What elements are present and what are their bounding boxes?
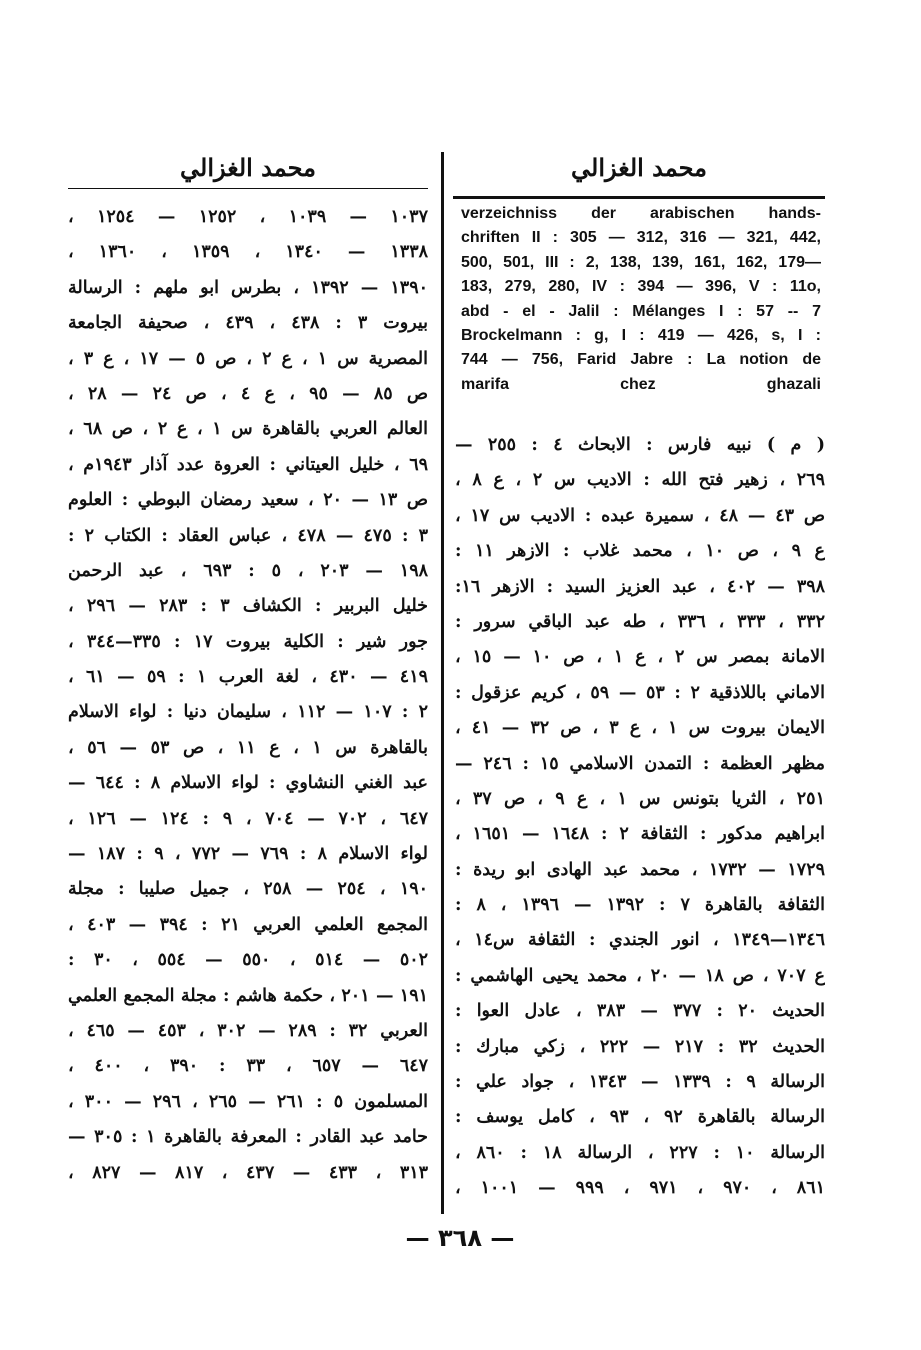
text-line: ١٩٨ — ٢٠٣ ، ٥ : ٦٩٣ ، عبد الرحمن <box>68 560 428 581</box>
text-line: ( م ) نبيه فارس : الابحاث ٤ : ٢٥٥ — <box>455 435 825 455</box>
latin-line: 500, 501, III : 2, 138, 139, 161, 162, 179— <box>461 253 821 271</box>
latin-line: verzeichniss der arabischen hands- <box>461 205 821 222</box>
text-line: ٢٥١ ، الثريا بتونس س ١ ، ع ٩ ، ص ٣٧ ، <box>455 788 825 809</box>
text-line: ١٩٠ ، ٢٥٤ — ٢٥٨ ، جميل صليبا : مجلة <box>68 879 428 900</box>
left-column-header: محمد الغزالي <box>180 153 316 182</box>
right-column-text <box>455 428 825 1207</box>
text-line: ع ٧٠٧ ، ص ١٨ — ٢٠ ، محمد يحيى الهاشمي : <box>455 965 825 986</box>
text-line: ع ٩ ، ص ١٠ ، محمد غلاب : الازهر ١١ : <box>455 541 825 562</box>
text-line: ص ١٣ — ٢٠ ، سعيد رمضان البوطي : العلوم <box>68 490 428 511</box>
text-line: الامانة بمصر س ٢ ، ع ١ ، ص ١٠ — ١٥ ، <box>455 647 825 668</box>
text-line: ٣٣٢ ، ٣٣٣ ، ٣٣٦ ، طه عبد الباقي سرور : <box>455 611 825 632</box>
text-line: ٦٤٧ — ٦٥٧ ، ٣٣ : ٣٩٠ ، ٤٠٠ ، <box>68 1056 428 1077</box>
text-line: خليل البربير : الكشاف ٣ : ٢٨٣ — ٢٩٦ ، <box>68 596 428 617</box>
text-line: العربي ٣٢ : ٢٨٩ — ٣٠٢ ، ٤٥٣ — ٤٦٥ ، <box>68 1020 428 1041</box>
text-line: ٣ : ٤٧٥ — ٤٧٨ ، عباس العقاد : الكتاب ٢ : <box>68 525 428 546</box>
right-header-rule <box>453 196 825 199</box>
latin-line: marifa chez ghazali <box>461 375 821 393</box>
right-column-latin-block <box>461 202 821 397</box>
text-line: ٦٩ ، خليل العيتاني : العروة عدد آذار ١٩٤٣م ، <box>68 454 428 475</box>
text-line: ٢٦٩ ، زهير فتح الله : الاديب س ٢ ، ع ٨ ، <box>455 470 825 491</box>
text-line: ٣١٣ ، ٤٣٣ — ٤٣٧ ، ٨١٧ — ٨٢٧ ، <box>68 1162 428 1183</box>
text-line: الاماني باللاذقية ٢ : ٥٣ — ٥٩ ، كريم عزقول : <box>455 682 825 703</box>
text-line: ١٧٢٩ — ١٧٣٢ ، محمد عبد الهادى ابو ريدة : <box>455 859 825 880</box>
text-line: الرسالة ٩ : ١٣٣٩ — ١٣٤٣ ، جواد علي : <box>455 1072 825 1093</box>
latin-line: Brockelmann : g, I : 419 — 426, s, I : <box>461 326 821 344</box>
text-line: حامد عبد القادر : المعرفة بالقاهرة ١ : ٣٠٥ — <box>68 1127 428 1148</box>
text-line: المجمع العلمي العربي ٢١ : ٣٩٤ — ٤٠٣ ، <box>68 914 428 935</box>
text-line: الرسالة ١٠ : ٢٢٧ ، الرسالة ١٨ : ٨٦٠ ، <box>455 1142 825 1163</box>
text-line: ١٣٤٦—١٣٤٩ ، انور الجندي : الثقافة س١٤ ، <box>455 930 825 951</box>
text-line: ١٩١ — ٢٠١ ، حكمة هاشم : مجلة المجمع العلمي <box>68 985 428 1006</box>
text-line: ٤١٩ — ٤٣٠ ، لغة العرب ١ : ٥٩ — ٦١ ، <box>68 667 428 688</box>
text-line: جور شير : الكلية بيروت ١٧ : ٣٣٥—٣٤٤ ، <box>68 631 428 652</box>
text-line: بيروت ٣ : ٤٣٨ ، ٤٣٩ ، صحيفة الجامعة <box>68 313 428 334</box>
latin-line: abd - el - Jalil : Mélanges I : 57 -- 7 <box>461 302 821 320</box>
text-line: مظهر العظمة : التمدن الاسلامي ١٥ : ٢٤٦ — <box>455 753 825 774</box>
text-line: لواء الاسلام ٨ : ٧٦٩ — ٧٧٢ ، ٩ : ١٨٧ — <box>68 844 428 865</box>
text-line: المصرية س ١ ، ع ٢ ، ص ٥ — ١٧ ، ع ٣ ، <box>68 348 428 369</box>
left-header-rule <box>68 188 428 189</box>
text-line: العالم العربي بالقاهرة س ١ ، ع ٢ ، ص ٦٨ ، <box>68 419 428 440</box>
text-line: ٥٠٢ — ٥١٤ ، ٥٥٠ — ٥٥٤ ، ٣٠ : <box>68 950 428 971</box>
text-line: ٨٦١ ، ٩٧٠ ، ٩٧١ ، ٩٩٩ — ١٠٠١ ، <box>455 1178 825 1199</box>
text-line: الثقافة بالقاهرة ٧ : ١٣٩٢ — ١٣٩٦ ، ٨ : <box>455 895 825 916</box>
text-line: ١٣٩٠ — ١٣٩٢ ، بطرس ابو ملهم : الرسالة <box>68 277 428 298</box>
text-line: ٣٩٨ — ٤٠٢ ، عبد العزيز السيد : الازهر ١٦: <box>455 576 825 597</box>
latin-line: 744 — 756, Farid Jabre : La notion de <box>461 351 821 369</box>
text-line: ١٠٣٧ — ١٠٣٩ ، ١٢٥٢ — ١٢٥٤ ، <box>68 207 428 227</box>
text-line: ص ٤٣ — ٤٨ ، سميرة عبده : الاديب س ١٧ ، <box>455 505 825 526</box>
latin-line: 183, 279, 280, IV : 394 — 396, V : 11o, <box>461 278 821 296</box>
page-number: — ٣٦٨ — <box>405 1224 515 1252</box>
left-column-text <box>68 200 428 1191</box>
latin-line: chriften II : 305 — 312, 316 — 321, 442, <box>461 229 821 247</box>
text-line: بالقاهرة س ١ ، ع ١١ ، ص ٥٣ — ٥٦ ، <box>68 737 428 758</box>
text-line: ٦٤٧ ، ٧٠٢ — ٧٠٤ ، ٩ : ١٢٤ — ١٢٦ ، <box>68 808 428 829</box>
text-line: ص ٨٥ — ٩٥ ، ع ٤ ، ص ٢٤ — ٢٨ ، <box>68 383 428 404</box>
text-line: ١٣٣٨ — ١٣٤٠ ، ١٣٥٩ ، ١٣٦٠ ، <box>68 242 428 263</box>
text-line: عبد الغني النشاوي : لواء الاسلام ٨ : ٦٤٤ — <box>68 773 428 794</box>
text-line: ٢ : ١٠٧ — ١١٢ ، سليمان دنيا : لواء الاسلام <box>68 702 428 723</box>
right-column-header: محمد الغزالي <box>571 153 707 182</box>
column-divider <box>441 152 444 1214</box>
text-line: الرسالة بالقاهرة ٩٢ ، ٩٣ ، كامل يوسف : <box>455 1107 825 1128</box>
text-line: الحديث ٣٢ : ٢١٧ — ٢٢٢ ، زكي مبارك : <box>455 1036 825 1057</box>
text-line: ابراهيم مدكور : الثقافة ٢ : ١٦٤٨ — ١٦٥١ ، <box>455 824 825 845</box>
text-line: الحديث ٢٠ : ٣٧٧ — ٣٨٣ ، عادل العوا : <box>455 1001 825 1022</box>
text-line: الايمان بيروت س ١ ، ع ٣ ، ص ٣٢ — ٤١ ، <box>455 718 825 739</box>
text-line: المسلمون ٥ : ٢٦١ — ٢٦٥ ، ٢٩٦ — ٣٠٠ ، <box>68 1091 428 1112</box>
